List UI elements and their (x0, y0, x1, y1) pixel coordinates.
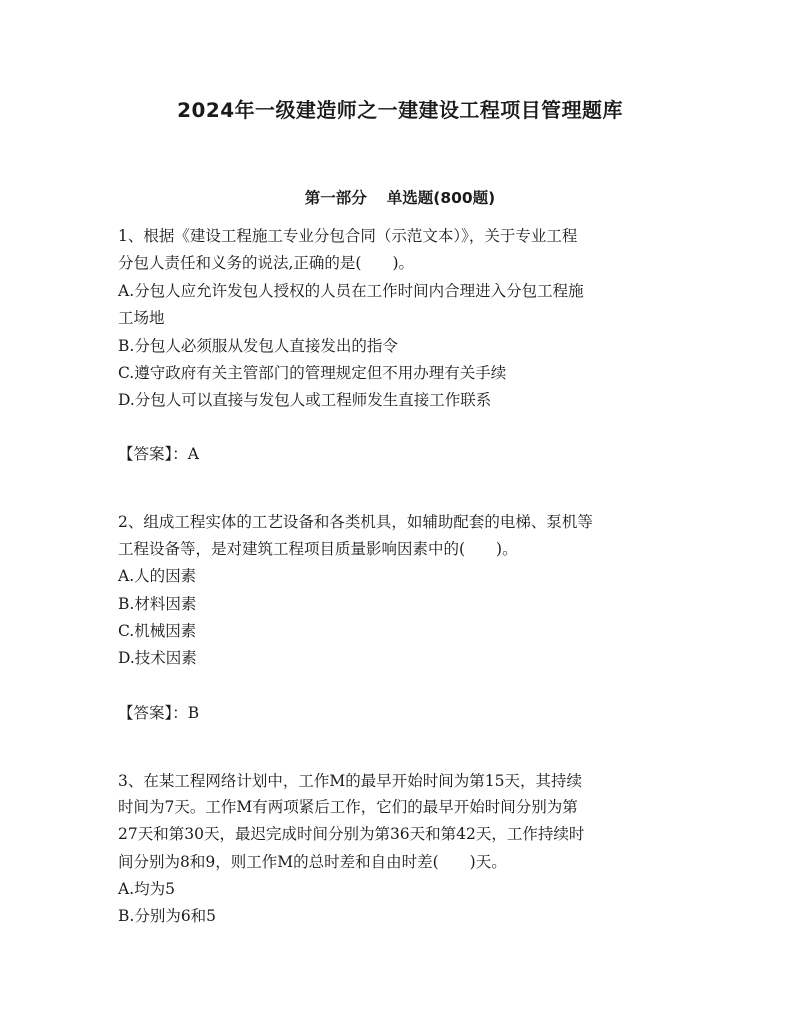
document-title: 2024年一级建造师之一建建设工程项目管理题库 (177, 98, 623, 122)
question-2-stem-line-2: 工程设备等，是对建筑工程项目质量影响因素中的( )。 (118, 540, 518, 558)
question-1-option-a-line-2: 工场地 (118, 309, 165, 327)
section-part: 第一部分 (304, 189, 367, 207)
question-1-answer: 【答案】：A (118, 445, 199, 463)
question-3-stem-line-3: 27天和第30天，最迟完成时间分别为第36天和第42天，工作持续时 (118, 825, 585, 843)
question-3-option-b: B.分别为6和5 (118, 907, 217, 925)
question-2-option-a: A.人的因素 (118, 567, 197, 585)
question-2-stem-line-1: 2、组成工程实体的工艺设备和各类机具，如辅助配套的电梯、泵机等 (118, 513, 593, 531)
question-3-stem-line-2: 时间为7天。工作M有两项紧后工作，它们的最早开始时间分别为第 (118, 798, 578, 816)
question-3-option-a: A.均为5 (118, 880, 175, 898)
question-2-option-c: C.机械因素 (118, 622, 197, 640)
question-1-option-a-line-1: A.分包人应允许发包人授权的人员在工作时间内合理进入分包工程施 (118, 282, 584, 300)
question-1-option-d: D.分包人可以直接与发包人或工程师发生直接工作联系 (118, 391, 492, 409)
question-2-option-b: B.材料因素 (118, 595, 197, 613)
question-1-stem-line-1: 1、根据《建设工程施工专业分包合同（示范文本）》，关于专业工程 (118, 227, 578, 245)
section-heading (0, 186, 800, 208)
question-1-option-c: C.遵守政府有关主管部门的管理规定但不用办理有关手续 (118, 364, 507, 382)
question-3-stem-line-1: 3、在某工程网络计划中，工作M的最早开始时间为第15天，其持续 (118, 772, 582, 790)
question-3-stem-line-4: 间分别为8和9，则工作M的总时差和自由时差( )天。 (118, 853, 507, 871)
question-2-answer: 【答案】：B (118, 704, 200, 722)
question-1-stem-line-2: 分包人责任和义务的说法,正确的是( )。 (118, 254, 415, 272)
question-2-option-d: D.技术因素 (118, 649, 197, 667)
question-1-option-b: B.分包人必须服从发包人直接发出的指令 (118, 337, 398, 355)
section-name: 单选题(800题) (386, 189, 496, 207)
